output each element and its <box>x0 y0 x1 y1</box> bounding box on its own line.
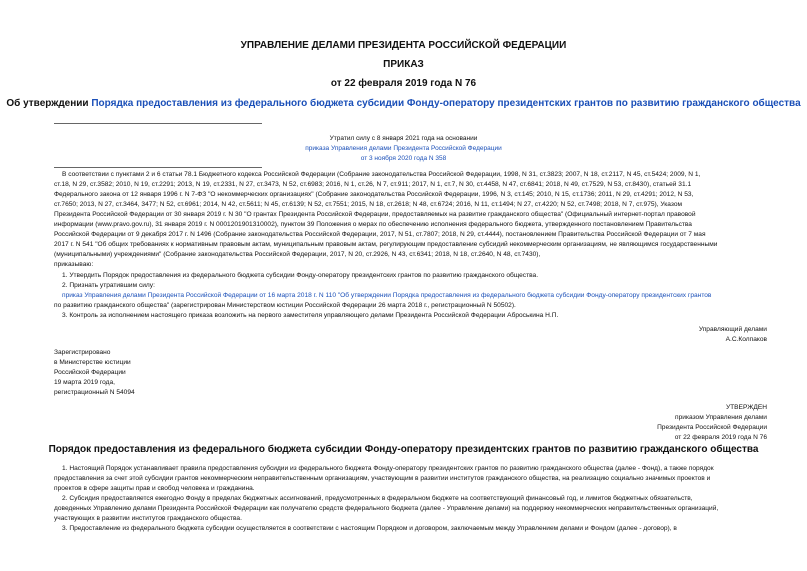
item-2: 2. Признать утратившим силу: <box>62 282 155 289</box>
org-header: УПРАВЛЕНИЕ ДЕЛАМИ ПРЕЗИДЕНТА РОССИЙСКОЙ ФЕДЕРАЦИИ <box>240 40 567 51</box>
body-line: 3. Предоставление из федерального бюджета субсидии осуществляется в соответствии с настоящим Порядком и договором, заключаемым между Управлением делами и Фондом (далее - договор), в <box>62 525 677 532</box>
preamble-line: информации (www.pravo.gov.ru), 31 января 2019 г. N 0001201901310002), пунктом 39 Положения о мерах по обеспечению исполнения федерального бюджета, утвержденного постановлением Правительства <box>54 221 692 228</box>
registration-line: в Министерстве юстиции <box>54 359 131 366</box>
approval-line: УТВЕРЖДЕН <box>725 404 767 411</box>
signature-block <box>699 325 767 345</box>
doc-date-number: от 22 февраля 2019 года N 76 <box>330 78 477 89</box>
item-3: 3. Контроль за исполнением настоящего приказа возложить на первого заместителя управляющего делами Президента Российской Федерации Аброськина Н.П. <box>62 312 559 319</box>
doc-type: ПРИКАЗ <box>383 59 424 70</box>
preamble-line: приказываю: <box>54 261 94 268</box>
registration-line: регистрационный N 54094 <box>54 389 135 396</box>
preamble-line: В соответствии с пунктами 2 и 6 статьи 78.1 Бюджетного кодекса Российской Федерации (Собрание законодательства Российской Федерации, 1998, N 31, ст.3823; 2007, N 18, ст.2117, N 45, ст.5424; 2009, N 1, <box>62 171 701 178</box>
doc-title-link[interactable]: Порядка предоставления из федерального бюджета субсидии Фонду-оператору президентских грантов по развитию гражданского общества <box>91 98 801 109</box>
registration-line: Российской Федерации <box>54 369 126 376</box>
registration-line: Зарегистрировано <box>54 349 111 356</box>
signature-role: Управляющий делами <box>698 326 767 333</box>
order-title: Порядок предоставления из федерального бюджета субсидии Фонду-оператору президентских грантов по развитию гражданского общества <box>48 444 759 455</box>
body-line: доведенных Управлению делами Президента Российской Федерации как получателю средств федерального бюджета (далее - Управление делами) на поддержку некоммерческих неправительственных организаций, <box>54 505 719 512</box>
doc-title-prefix: Об утверждении <box>6 98 92 109</box>
status-note-date-link[interactable]: от 3 ноября 2020 года N 358 <box>360 155 447 162</box>
registration-block <box>54 348 135 398</box>
item-2-repealed-cont: по развитию гражданского общества" (зарегистрирован Министерством юстиции Российской Федерации 26 марта 2018 г., регистрационный N 50502). <box>54 302 516 309</box>
preamble-line: ст.7650; 2013, N 27, ст.3464, 3477; N 52, ст.6961; 2014, N 42, ст.5611; N 45, ст.6139; N 52, ст.7551; 2015, N 18, ст.2618; N 48, ст.6724; 2016, N 11, ст.1494; N 27, ст.4220; N 52, ст.7498; 2018, N 7, ст.975), Указом <box>54 201 683 208</box>
approval-line: от 22 февраля 2019 года N 76 <box>674 434 767 441</box>
approval-line: Президента Российской Федерации <box>657 424 767 431</box>
preamble-line: Президента Российской Федерации от 30 января 2019 г. N 30 "О грантах Президента Российской Федерации, предоставляемых на развитие гражданского общества" (Официальный интернет-портал правовой <box>54 211 696 218</box>
body-line: участвующих в развитии институтов гражданского общества. <box>54 515 242 522</box>
preamble-line: Российской Федерации от 9 декабря 2017 г. N 1496 (Собрание законодательства Российской Федерации, 2017, N 51, ст.7807; 2018, N 29, ст.4444), постановлением Правительства Российской Федерации от 7 мая <box>54 231 706 238</box>
registration-line: 19 марта 2019 года, <box>54 379 115 386</box>
doc-title <box>0 98 807 109</box>
preamble-line: (муниципальными) учреждениями" (Собрание законодательства Российской Федерации, 2017, N 20, ст.2926, N 43, ст.6341; 2018, N 18, ст.2640, N 48, ст.7430), <box>54 251 541 258</box>
body-line: 2. Субсидия предоставляется ежегодно Фонду в пределах бюджетных ассигнований, предусмотренных в федеральном бюджете на соответствующий финансовый год, и лимитов бюджетных обязательств, <box>62 495 693 502</box>
order-items <box>54 271 772 321</box>
body-line: предоставления за счет этой субсидии грантов некоммерческим неправительственным организациям, участвующим в развитии институтов гражданского общества, на реализацию социально значимых проектов и <box>54 475 711 482</box>
preamble <box>54 170 772 270</box>
preamble-line: 2017 г. N 541 "Об общих требованиях к нормативным правовым актам, муниципальным правовым актам, регулирующим предоставление субсидий некоммерческим организациям, не являющимся государственными <box>54 241 718 248</box>
status-note-line1: Утратил силу с 8 января 2021 года на основании <box>329 135 478 142</box>
preamble-line: Федерального закона от 12 января 1996 г. N 7-ФЗ "О некоммерческих организациях" (Собрание законодательства Российской Федерации, 1996, N 3, ст.145; 2010, N 15, ст.1736; 2011, N 29, ст.4291; 2012, N 53, <box>54 191 694 198</box>
approval-block <box>657 403 767 443</box>
body-line: 1. Настоящий Порядок устанавливает правила предоставления субсидии из федерального бюджета Фонду-оператору президентских грантов по развитию гражданского общества (далее - Фонд), а также порядок <box>62 465 714 472</box>
item-2-repealed-link[interactable]: приказ Управления делами Президента Российской Федерации от 16 марта 2018 г. N 110 "Об утверждении Порядка предоставления из федерального бюджета субсидии Фонду-оператору президентских грантов <box>62 292 712 299</box>
item-1: 1. Утвердить Порядок предоставления из федерального бюджета субсидии Фонду-оператору президентских грантов по развитию гражданского общества. <box>62 272 539 279</box>
preamble-line: ст.18, N 29, ст.3582; 2010, N 19, ст.2291; 2013, N 19, ст.2331, N 27, ст.3473, N 52, ст.6983; 2016, N 1, ст.26, N 7, ст.911; 2017, N 1, ст.7, N 30, ст.4458, N 47, ст.6841; 2018, N 49, ст.7529, N 53, ст.8430), статьей 31.1 <box>54 181 692 188</box>
approval-line: приказом Управления делами <box>675 414 767 421</box>
status-note-link[interactable]: приказа Управления делами Президента Российской Федерации <box>305 145 502 152</box>
order-body <box>54 464 772 534</box>
body-line: проектов в сфере защиты прав и свобод человека и гражданина. <box>54 485 255 492</box>
separator-line-2 <box>54 167 262 168</box>
signature-name: А.С.Колпаков <box>725 336 767 343</box>
separator-line <box>54 123 262 124</box>
